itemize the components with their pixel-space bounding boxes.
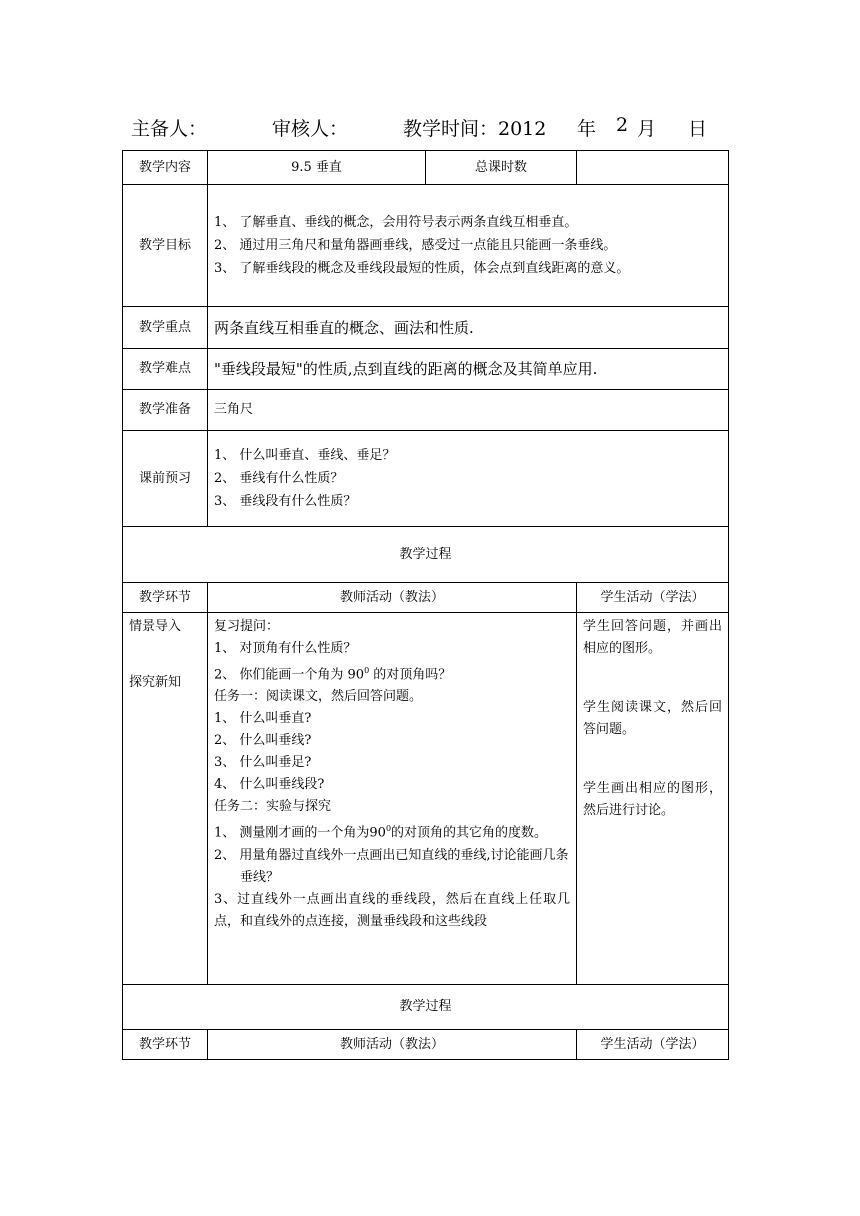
process-title: 教学过程	[123, 527, 729, 583]
lesson-header	[0, 114, 860, 142]
preview-label: 课前预习	[123, 431, 208, 527]
stage-cell	[123, 613, 208, 985]
content-label: 教学内容	[123, 151, 208, 185]
task1-q2: 2、 什么叫垂线?	[214, 733, 312, 749]
key-point-label: 教学重点	[123, 307, 208, 349]
task2-title: 任务二：实验与探究	[214, 799, 332, 815]
stage-explore: 探究新知	[129, 675, 182, 690]
student-answer-2: 学生阅读课文，然后回答问题。	[583, 700, 722, 737]
row-difficulty	[123, 349, 729, 390]
year-label: 年	[577, 118, 597, 140]
lesson-plan-table	[122, 150, 729, 1060]
review-q2: 2、 你们能画一个角为 $90^0$ 的对顶角吗？	[214, 666, 452, 683]
student-answer-3: 学生画出相应的图形，然后进行讨论。	[583, 781, 722, 818]
row-column-headers	[123, 583, 729, 613]
row-process-body	[123, 613, 729, 985]
reviewer-label: 审核人：	[272, 118, 349, 140]
total-hours-value	[577, 151, 729, 185]
row-goals	[123, 185, 729, 307]
goal-item: 3、 了解垂线段的概念及垂线段最短的性质，体会点到直线距离的意义。	[214, 261, 630, 276]
student-column-header-2: 学生活动（学法）	[577, 1030, 729, 1060]
row-content	[123, 151, 729, 185]
month-value: 2	[616, 114, 629, 136]
row-process-title	[123, 527, 729, 583]
row-preview	[123, 431, 729, 527]
difficulty-label: 教学难点	[123, 349, 208, 390]
month-label: 月	[637, 118, 657, 140]
difficulty-value: "垂线段最短"的性质,点到直线的距离的概念及其简单应用.	[208, 349, 729, 390]
teacher-column-header: 教师活动（教法）	[208, 583, 577, 613]
row-column-headers-2	[123, 1030, 729, 1060]
task1-q1: 1、 什么叫垂直?	[214, 711, 312, 727]
preparation-value: 三角尺	[208, 390, 729, 431]
teaching-time-label: 教学时间：2012	[403, 118, 547, 140]
key-point-value: 两条直线互相垂直的概念、画法和性质.	[208, 307, 729, 349]
day-label: 日	[688, 118, 708, 140]
goal-item: 1、 了解垂直、垂线的概念，会用符号表示两条直线互相垂直。	[214, 215, 578, 230]
task1-q4: 4、 什么叫垂线段?	[214, 777, 325, 793]
row-preparation	[123, 390, 729, 431]
review-q1: 1、 对顶角有什么性质？	[214, 641, 357, 656]
student-column-header: 学生活动（学法）	[577, 583, 729, 613]
goal-item: 2、 通过用三角尺和量角器画垂线，感受过一点能且只能画一条垂线。	[214, 238, 617, 253]
row-process-title-2	[123, 985, 729, 1030]
task1-title: 任务一：阅读课文，然后回答问题。	[214, 689, 423, 705]
task2-item-1: 1、 测量刚才画的一个角为$90^0$的对顶角的其它角的度数。	[214, 824, 548, 841]
preview-content	[208, 431, 729, 527]
total-hours-label: 总课时数	[426, 151, 577, 185]
review-title: 复习提问：	[214, 619, 280, 634]
task2-item-2: 2、 用量角器过直线外一点画出已知直线的垂线,讨论能画几条垂线？	[214, 847, 569, 885]
preparation-label: 教学准备	[123, 390, 208, 431]
process-title-2: 教学过程	[123, 985, 729, 1030]
goals-label: 教学目标	[123, 185, 208, 307]
student-activities	[577, 613, 729, 985]
teacher-activities	[208, 613, 577, 985]
preview-item: 3、 垂线段有什么性质？	[214, 494, 357, 509]
student-answer-1: 学生回答问题，并画出相应的图形。	[583, 619, 722, 656]
teacher-column-header-2: 教师活动（教法）	[208, 1030, 577, 1060]
preparer-label: 主备人：	[131, 118, 208, 140]
content-value: 9.5 垂直	[208, 151, 426, 185]
task2-item-3: 3、过直线外一点画出直线的垂线段，然后在直线上任取几点，和直线外的点连接，测量垂线段和这些线段	[214, 891, 570, 929]
row-key-point	[123, 307, 729, 349]
stage-column-header: 教学环节	[123, 583, 208, 613]
task1-q3: 3、 什么叫垂足?	[214, 755, 312, 771]
preview-item: 2、 垂线有什么性质？	[214, 471, 344, 486]
stage-intro: 情景导入	[129, 619, 182, 634]
preview-item: 1、 什么叫垂直、垂线、垂足？	[214, 448, 396, 463]
goals-content	[208, 185, 729, 307]
stage-column-header-2: 教学环节	[123, 1030, 208, 1060]
